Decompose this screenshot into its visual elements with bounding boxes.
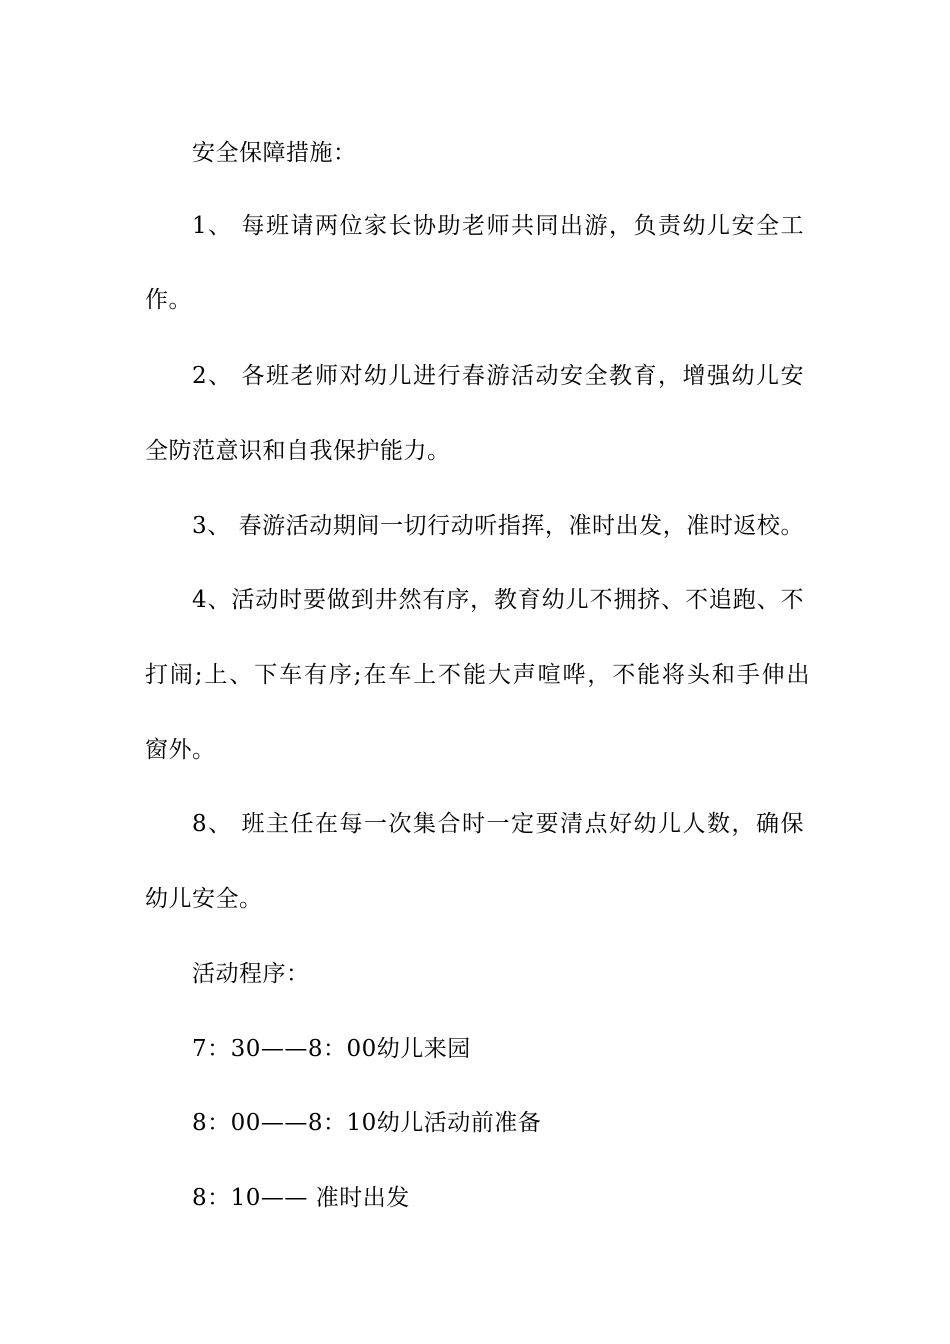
paragraph-line: 1、 每班请两位家长协助老师共同出游，负责幼儿安全工	[192, 213, 804, 239]
paragraph-line: 全防范意识和自我保护能力。	[145, 438, 451, 464]
paragraph-line: 4、活动时要做到井然有序，教育幼儿不拥挤、不追跑、不	[192, 587, 804, 613]
paragraph-line: 幼儿安全。	[145, 886, 263, 912]
paragraph-line: 8、 班主任在每一次集合时一定要清点好幼儿人数，确保	[192, 811, 804, 837]
schedule-item: 7：30——8：00幼儿来园	[192, 1036, 471, 1062]
paragraph-line: 3、 春游活动期间一切行动听指挥，准时出发，准时返校。	[192, 513, 804, 539]
paragraph-line: 打闹;上、下车有序;在车上不能大声喧哗，不能将头和手伸出	[145, 662, 810, 688]
activity-program-heading: 活动程序：	[192, 961, 310, 987]
schedule-item: 8：10—— 准时出发	[192, 1185, 410, 1211]
paragraph-line: 作。	[145, 287, 192, 313]
paragraph-line: 窗外。	[145, 737, 216, 763]
schedule-item: 8：00——8：10幼儿活动前准备	[192, 1110, 542, 1136]
safety-measures-heading: 安全保障措施：	[192, 140, 357, 166]
paragraph-line: 2、 各班老师对幼儿进行春游活动安全教育，增强幼儿安	[192, 363, 804, 389]
